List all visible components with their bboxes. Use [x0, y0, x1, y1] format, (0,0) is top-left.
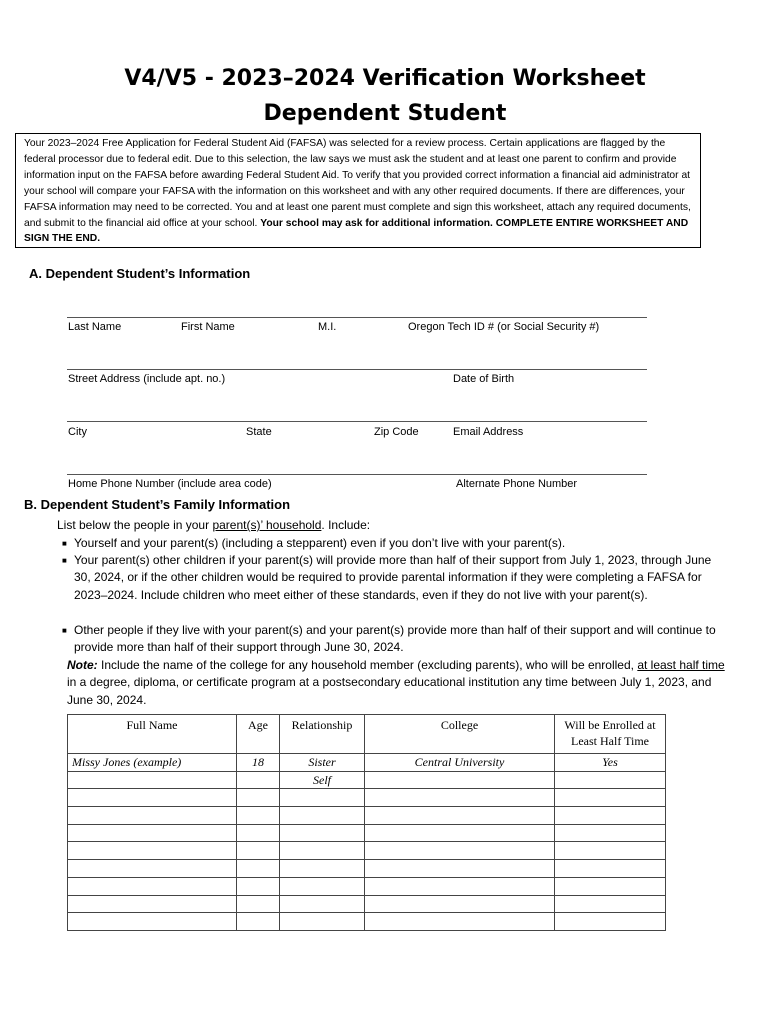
bullet-square-icon: ■ — [62, 626, 67, 635]
enrolled-cell[interactable] — [555, 771, 666, 789]
full-name-cell[interactable] — [68, 842, 237, 860]
column-header-age: Age — [237, 715, 280, 754]
middle-initial-label: M.I. — [318, 321, 337, 333]
enrollment-note — [67, 657, 727, 709]
first-name-label: First Name — [181, 321, 235, 333]
age-cell[interactable] — [237, 895, 280, 913]
table-row — [68, 789, 666, 807]
full-name-cell[interactable] — [68, 860, 237, 878]
relationship-cell[interactable] — [280, 913, 365, 931]
intro-notice-box — [15, 133, 701, 248]
college-cell[interactable] — [365, 789, 555, 807]
enrolled-cell[interactable] — [555, 877, 666, 895]
table-row — [68, 895, 666, 913]
relationship-cell[interactable] — [280, 824, 365, 842]
column-header-enrolled-half-time: Will be Enrolled at Least Half Time — [555, 715, 666, 754]
table-row — [68, 842, 666, 860]
age-cell[interactable] — [237, 807, 280, 825]
enrolled-cell[interactable] — [555, 824, 666, 842]
relationship-cell[interactable] — [280, 860, 365, 878]
phone-field-line[interactable] — [67, 474, 647, 475]
note-label: Note: — [67, 658, 98, 672]
table-row — [68, 877, 666, 895]
enrolled-cell[interactable]: Yes — [555, 754, 666, 772]
enrolled-cell[interactable] — [555, 895, 666, 913]
name-field-line[interactable] — [67, 317, 647, 318]
full-name-cell[interactable] — [68, 895, 237, 913]
enrolled-cell[interactable] — [555, 789, 666, 807]
half-time-term: at least half time — [637, 658, 725, 672]
note-text-end: in a degree, diploma, or certificate program at a postsecondary educational institution any time between July 1, 2023, and June 30, 2024. — [67, 675, 712, 707]
list-intro-text: List below the people in your — [57, 518, 213, 532]
home-phone-label: Home Phone Number (include area code) — [68, 478, 272, 490]
worksheet-title: V4/V5 - 2023–2024 Verification Worksheet — [124, 66, 646, 91]
column-header-relationship: Relationship — [280, 715, 365, 754]
full-name-cell[interactable] — [68, 824, 237, 842]
full-name-cell[interactable] — [68, 913, 237, 931]
relationship-cell[interactable] — [280, 877, 365, 895]
city-label: City — [68, 426, 87, 438]
college-cell[interactable] — [365, 877, 555, 895]
age-cell[interactable] — [237, 789, 280, 807]
full-name-cell[interactable] — [68, 789, 237, 807]
age-cell[interactable] — [237, 771, 280, 789]
age-cell[interactable]: 18 — [237, 754, 280, 772]
table-row — [68, 860, 666, 878]
example-row — [68, 754, 666, 772]
email-address-label: Email Address — [453, 426, 524, 438]
bullet-text: Other people if they live with your parent(s) and your parent(s) provide more than half of their support and will continue to provide more than half of their support through June 30, 2024. — [74, 623, 716, 655]
relationship-cell[interactable] — [280, 842, 365, 860]
bullet-text: Yourself and your parent(s) (including a stepparent) even if you don’t live with your parent(s). — [74, 536, 566, 550]
age-cell[interactable] — [237, 842, 280, 860]
household-bullet-2 — [62, 552, 724, 604]
full-name-cell[interactable] — [68, 771, 237, 789]
college-cell[interactable]: Central University — [365, 754, 555, 772]
table-row — [68, 771, 666, 789]
college-cell[interactable] — [365, 860, 555, 878]
column-header-full-name: Full Name — [68, 715, 237, 754]
college-cell[interactable] — [365, 913, 555, 931]
college-cell[interactable] — [365, 771, 555, 789]
bullet-square-icon: ■ — [62, 539, 67, 548]
intro-bold-text: Your school may ask for additional information. COMPLETE ENTIRE WORKSHEET AND SIGN THE END. — [24, 217, 689, 245]
age-cell[interactable] — [237, 913, 280, 931]
list-intro-end: . Include: — [321, 518, 371, 532]
relationship-cell[interactable]: Sister — [280, 754, 365, 772]
table-row — [68, 807, 666, 825]
table-row — [68, 913, 666, 931]
section-b-heading: B. Dependent Student’s Family Information — [24, 497, 291, 512]
student-id-label: Oregon Tech ID # (or Social Security #) — [408, 321, 600, 333]
parents-household-term: parent(s)’ household — [212, 518, 322, 532]
household-members-table — [67, 714, 666, 931]
relationship-cell[interactable]: Self — [280, 771, 365, 789]
college-cell[interactable] — [365, 842, 555, 860]
column-header-college: College — [365, 715, 555, 754]
age-cell[interactable] — [237, 860, 280, 878]
enrolled-cell[interactable] — [555, 860, 666, 878]
relationship-cell[interactable] — [280, 895, 365, 913]
college-cell[interactable] — [365, 895, 555, 913]
household-bullet-1 — [62, 535, 724, 552]
college-cell[interactable] — [365, 824, 555, 842]
street-address-label: Street Address (include apt. no.) — [68, 373, 226, 385]
intro-text: Your 2023–2024 Free Application for Federal Student Aid (FAFSA) was selected for a review process. Certain applications are flagged by the federal processor due to federal edit. Due to this selection, the law says we must ask the student and at least one parent to confirm and provide information input on the FAFSA before awarding Federal Student Aid. To verify that you provided correct information a financial aid administrator at your school will compare your FAFSA with the information on this worksheet and with any other required documents. If there are differences, your FAFSA information may need to be corrected. You and at least one parent must complete and sign this worksheet, attach any required documents, and submit to the financial aid office at your school. — [24, 138, 691, 229]
enrolled-cell[interactable] — [555, 913, 666, 931]
date-of-birth-label: Date of Birth — [453, 373, 515, 385]
worksheet-subtitle: Dependent Student — [263, 101, 507, 126]
enrolled-cell[interactable] — [555, 842, 666, 860]
age-cell[interactable] — [237, 877, 280, 895]
last-name-label: Last Name — [68, 321, 122, 333]
address-field-line[interactable] — [67, 369, 647, 370]
table-row — [68, 824, 666, 842]
table-header-row — [68, 715, 666, 754]
bullet-square-icon: ■ — [62, 556, 67, 565]
relationship-cell[interactable] — [280, 789, 365, 807]
college-cell[interactable] — [365, 807, 555, 825]
note-text: Include the name of the college for any household member (excluding parents), who will be enrolled, — [97, 658, 638, 672]
household-bullet-3 — [62, 622, 724, 657]
city-field-line[interactable] — [67, 421, 647, 422]
relationship-cell[interactable] — [280, 807, 365, 825]
age-cell[interactable] — [237, 824, 280, 842]
full-name-cell[interactable] — [68, 807, 237, 825]
enrolled-cell[interactable] — [555, 807, 666, 825]
alternate-phone-label: Alternate Phone Number — [456, 478, 578, 490]
full-name-cell[interactable] — [68, 877, 237, 895]
zip-code-label: Zip Code — [374, 426, 419, 438]
section-a-heading: A. Dependent Student’s Information — [29, 266, 251, 281]
household-list-intro — [57, 517, 370, 534]
bullet-text: Your parent(s) other children if your parent(s) will provide more than half of their support from July 1, 2023, through June 30, 2024, or if the other children would be required to provide parental information if they were completing a FAFSA for 2023–2024. Include children who meet either of these standards, even if they do not live with your parent(s). — [74, 553, 712, 602]
state-label: State — [246, 426, 272, 438]
full-name-cell[interactable]: Missy Jones (example) — [68, 754, 237, 772]
